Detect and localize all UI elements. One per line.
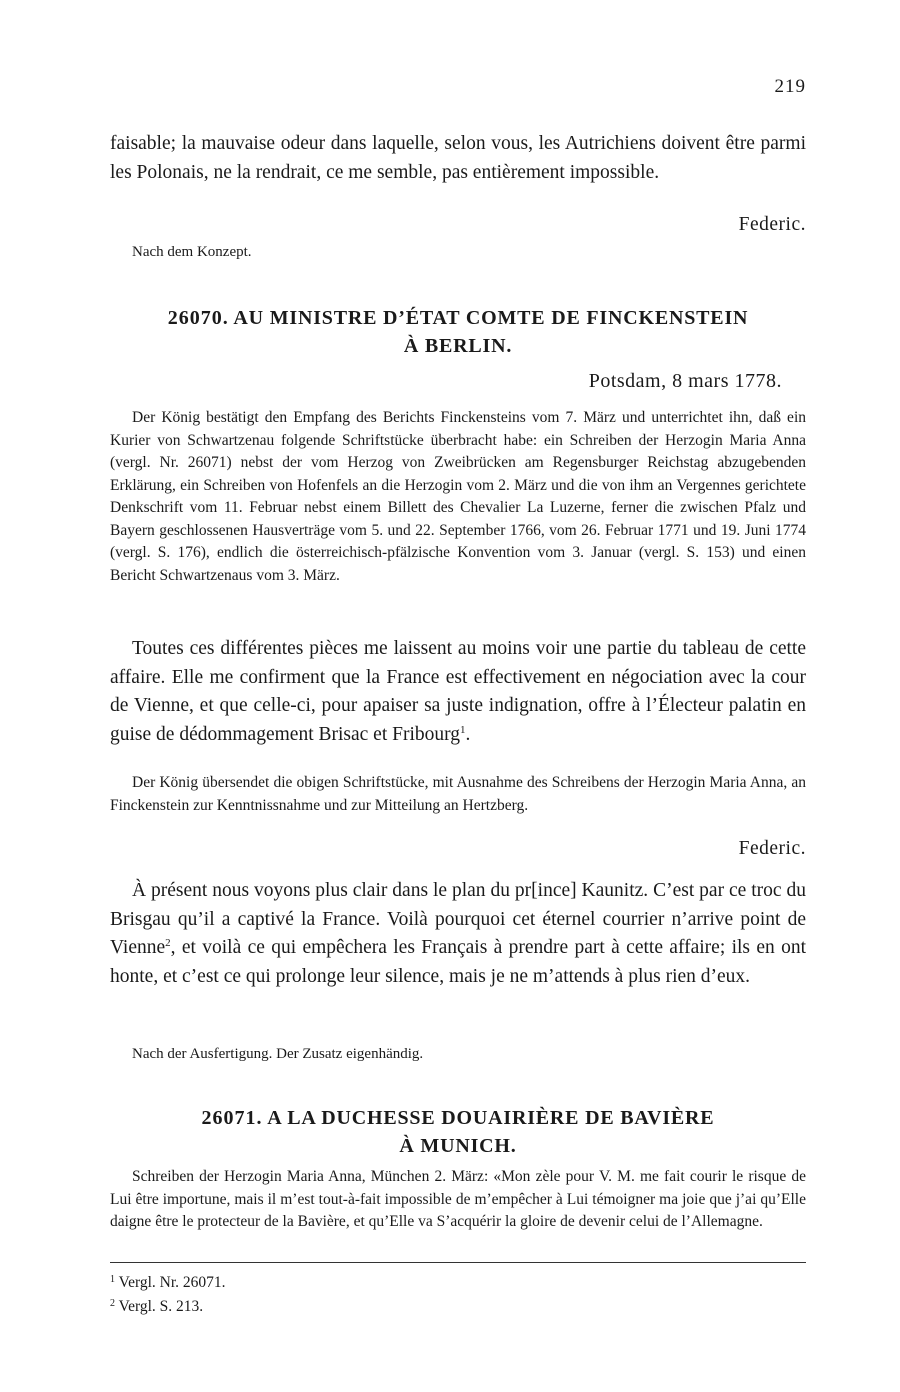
letter-26070-postscript [110,877,806,991]
letter-26070-body [110,635,806,749]
footnote-ref-2: 2 [165,937,171,949]
letter-26071-title-line2: À MUNICH. [399,1135,517,1157]
footnote-1 [110,1270,226,1293]
letter-26070-number: 26070. [167,307,229,329]
footnote-2-mark: 2 [110,1298,115,1309]
letter-26071-title-line1: A LA DUCHESSE DOUAIRIÈRE DE BAVIÈRE [267,1107,715,1129]
letter-26070-title-line1: AU MINISTRE D’ÉTAT COMTE DE FINCKENSTEIN [233,307,749,329]
letter-26071-heading [110,1104,806,1160]
letter-26070-body-end: . [465,723,471,745]
footnote-1-text: Vergl. Nr. 26071. [118,1274,226,1291]
letter-26070-summary: Der König bestätigt den Empfang des Berichts Finckensteins vom 7. März und unterrichtet ihn, daß ein Kurier von Schwartzenau folgende Schriftstücke überbracht habe: ein Schreiben der Herzogin Maria Anna (vergl. Nr. 26071) nebst der vom Herzog von Zweibrücken am Regensburger Reichstag abzugebenden Erklärung, ein Schreiben von Hofenfels an die Herzogin vom 2. März und die von ihm an Vergennes gerichtete Denkschrift vom 11. Februar nebst einem Billett des Chevalier La Luzerne, ferner die zwischen Pfalz und Bayern geschlossenen Hausverträge vom 5. und 22. September 1766, vom 26. Februar 1771 und 19. Juni 1774 (vergl. S. 176), endlich die österreichisch-pfälzische Konvention vom 3. Januar (vergl. S. 153) und einen Bericht Schwartzenaus vom 3. März. [110,409,806,584]
footnote-2-text: Vergl. S. 213. [118,1298,204,1315]
footnote-1-mark: 1 [110,1274,115,1285]
letter-26070-transmission-note: Der König übersendet die obigen Schriftstücke, mit Ausnahme des Schreibens der Herzogin Maria Anna, an Finckenstein zur Kenntnissnahme und zur Mitteilung an Hertzberg. [110,774,806,814]
document-page [110,0,806,1392]
footnote-2 [110,1294,203,1317]
letter-26070-heading [110,304,806,360]
footnote-rule [110,1262,806,1263]
letter-26071-number: 26071. [201,1107,263,1129]
letter-26070-dateline: Potsdam, 8 mars 1778. [588,370,782,392]
intro-paragraph: faisable; la mauvaise odeur dans laquelle, selon vous, les Autrichiens doivent être parmi les Polonais, ne la rendrait, ce me semble, pas entièrement impossible. [110,133,806,183]
letter-26070-body-text: Toutes ces différentes pièces me laissent au moins voir une partie du tableau de cette affaire. Elle me confirment que la France est effectivement en négociation avec la cour de Vienne, et que celle-ci, pour apaiser sa juste indignation, offre à l’Électeur palatin en guise de dédommagement Brisac et Fribourg [110,638,806,745]
letter-26070-title-line2: À BERLIN. [403,335,513,357]
letter-26070-postscript-b: , et voilà ce qui empêchera les Français à prendre part à cette affaire; ils en ont honte, et c’est ce qui prolonge leur silence, mais je ne m’attends à plus rien d’eux. [110,937,806,987]
source-note-konzept: Nach dem Konzept. [132,244,252,260]
letter-26071-summary: Schreiben der Herzogin Maria Anna, München 2. März: «Mon zèle pour V. M. me fait courir le risque de Lui être importune, mais il m’est tout-à-fait impossible de m’empêcher à Lui témoigner ma joie que j’ai qu’Elle daigne être le protecteur de la Bavière, et qu’Elle va S’acquérir la gloire de devenir celui de l’Allemagne. [110,1168,806,1230]
source-note-ausfertigung: Nach der Ausfertigung. Der Zusatz eigenhändig. [132,1046,424,1062]
page-number: 219 [774,76,806,97]
signature-federic-1: Federic. [738,214,806,235]
footnote-ref-1: 1 [460,723,466,736]
letter-26070-postscript-a: À présent nous voyons plus clair dans le plan du pr[ince] Kaunitz. C’est par ce troc du Brisgau qu’il a captivé la France. Voilà pourquoi cet éternel courrier n’arrive point de Vienne [110,880,806,958]
signature-federic-2: Federic. [738,838,806,859]
